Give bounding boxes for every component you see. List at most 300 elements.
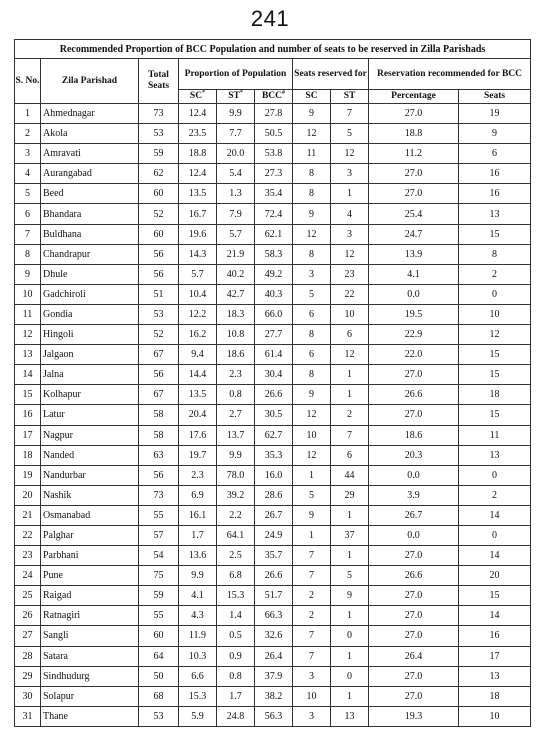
cell-sno: 13 xyxy=(15,345,41,365)
cell-bcc-seats: 18 xyxy=(459,686,531,706)
cell-bcc-pct: 50.5 xyxy=(255,124,293,144)
cell-sno: 11 xyxy=(15,304,41,324)
page-number: 241 xyxy=(250,6,290,31)
cell-sno: 16 xyxy=(15,405,41,425)
cell-bcc-seats: 15 xyxy=(459,345,531,365)
cell-st-pct: 42.7 xyxy=(217,284,255,304)
cell-zila-parishad: Nanded xyxy=(41,445,139,465)
cell-bcc-percentage: 19.3 xyxy=(369,706,459,726)
cell-st-pct: 78.0 xyxy=(217,465,255,485)
cell-st-pct: 0.5 xyxy=(217,626,255,646)
cell-total-seats: 63 xyxy=(139,445,179,465)
cell-sc-pct: 19.6 xyxy=(179,224,217,244)
cell-st-pct: 18.3 xyxy=(217,304,255,324)
cell-st-pct: 24.8 xyxy=(217,706,255,726)
header-st-seats: ST xyxy=(331,90,369,104)
cell-bcc-pct: 16.0 xyxy=(255,465,293,485)
cell-bcc-seats: 13 xyxy=(459,666,531,686)
cell-bcc-pct: 38.2 xyxy=(255,686,293,706)
header-proportion: Proportion of Population xyxy=(179,59,293,90)
cell-sno: 27 xyxy=(15,626,41,646)
cell-st-pct: 18.6 xyxy=(217,345,255,365)
cell-sc-pct: 5.7 xyxy=(179,264,217,284)
table-row xyxy=(15,124,531,144)
cell-sc-seats: 12 xyxy=(293,405,331,425)
cell-sno: 10 xyxy=(15,284,41,304)
cell-st-seats: 7 xyxy=(331,104,369,124)
cell-total-seats: 52 xyxy=(139,325,179,345)
cell-bcc-percentage: 0.0 xyxy=(369,284,459,304)
table-row xyxy=(15,706,531,726)
cell-bcc-seats: 12 xyxy=(459,325,531,345)
cell-st-seats: 23 xyxy=(331,264,369,284)
cell-st-seats: 37 xyxy=(331,525,369,545)
cell-st-seats: 1 xyxy=(331,505,369,525)
cell-sc-seats: 3 xyxy=(293,264,331,284)
cell-st-pct: 2.3 xyxy=(217,365,255,385)
cell-sc-seats: 9 xyxy=(293,505,331,525)
cell-sc-seats: 7 xyxy=(293,546,331,566)
cell-st-pct: 1.7 xyxy=(217,686,255,706)
cell-bcc-seats: 11 xyxy=(459,425,531,445)
cell-zila-parishad: Akola xyxy=(41,124,139,144)
cell-sc-pct: 4.1 xyxy=(179,586,217,606)
cell-total-seats: 54 xyxy=(139,546,179,566)
cell-total-seats: 62 xyxy=(139,164,179,184)
cell-st-seats: 5 xyxy=(331,124,369,144)
cell-st-pct: 2.5 xyxy=(217,546,255,566)
cell-zila-parishad: Aurangabad xyxy=(41,164,139,184)
cell-st-pct: 39.2 xyxy=(217,485,255,505)
cell-bcc-pct: 62.1 xyxy=(255,224,293,244)
cell-total-seats: 60 xyxy=(139,626,179,646)
cell-bcc-percentage: 25.4 xyxy=(369,204,459,224)
cell-zila-parishad: Osmanabad xyxy=(41,505,139,525)
cell-sno: 7 xyxy=(15,224,41,244)
cell-bcc-percentage: 27.0 xyxy=(369,184,459,204)
cell-zila-parishad: Gadchiroli xyxy=(41,284,139,304)
cell-sc-seats: 8 xyxy=(293,184,331,204)
cell-total-seats: 56 xyxy=(139,465,179,485)
table-row xyxy=(15,445,531,465)
cell-st-seats: 0 xyxy=(331,666,369,686)
cell-bcc-percentage: 0.0 xyxy=(369,465,459,485)
cell-sno: 9 xyxy=(15,264,41,284)
table-row xyxy=(15,345,531,365)
cell-st-seats: 1 xyxy=(331,365,369,385)
cell-bcc-percentage: 18.8 xyxy=(369,124,459,144)
footnote-mark: # xyxy=(282,90,286,96)
cell-st-seats: 1 xyxy=(331,184,369,204)
cell-st-pct: 13.7 xyxy=(217,425,255,445)
cell-bcc-seats: 14 xyxy=(459,606,531,626)
cell-bcc-percentage: 27.0 xyxy=(369,586,459,606)
cell-sc-seats: 8 xyxy=(293,164,331,184)
cell-bcc-seats: 20 xyxy=(459,566,531,586)
header-reservation: Reservation recommended for BCC xyxy=(369,59,531,90)
cell-total-seats: 56 xyxy=(139,244,179,264)
cell-bcc-pct: 26.6 xyxy=(255,566,293,586)
cell-sc-pct: 13.5 xyxy=(179,385,217,405)
header-seats: Seats xyxy=(459,90,531,104)
cell-total-seats: 73 xyxy=(139,104,179,124)
cell-sc-pct: 14.4 xyxy=(179,365,217,385)
cell-st-pct: 40.2 xyxy=(217,264,255,284)
cell-bcc-percentage: 24.7 xyxy=(369,224,459,244)
cell-bcc-percentage: 13.9 xyxy=(369,244,459,264)
cell-st-seats: 1 xyxy=(331,385,369,405)
cell-bcc-pct: 72.4 xyxy=(255,204,293,224)
table-title: Recommended Proportion of BCC Population and number of seats to be reserved in Zilla Parishads xyxy=(15,40,531,59)
cell-sno: 6 xyxy=(15,204,41,224)
cell-sc-seats: 9 xyxy=(293,104,331,124)
cell-bcc-percentage: 26.7 xyxy=(369,505,459,525)
cell-sc-pct: 20.4 xyxy=(179,405,217,425)
cell-st-pct: 64.1 xyxy=(217,525,255,545)
table-row xyxy=(15,505,531,525)
cell-total-seats: 52 xyxy=(139,204,179,224)
cell-sno: 19 xyxy=(15,465,41,485)
cell-bcc-pct: 51.7 xyxy=(255,586,293,606)
cell-bcc-pct: 61.4 xyxy=(255,345,293,365)
cell-st-seats: 3 xyxy=(331,164,369,184)
cell-sno: 26 xyxy=(15,606,41,626)
cell-sc-pct: 13.5 xyxy=(179,184,217,204)
cell-total-seats: 57 xyxy=(139,525,179,545)
cell-bcc-pct: 26.4 xyxy=(255,646,293,666)
cell-zila-parishad: Jalna xyxy=(41,365,139,385)
cell-sno: 22 xyxy=(15,525,41,545)
table-row xyxy=(15,666,531,686)
cell-sc-seats: 8 xyxy=(293,365,331,385)
cell-zila-parishad: Dhule xyxy=(41,264,139,284)
table-row xyxy=(15,686,531,706)
cell-bcc-pct: 27.7 xyxy=(255,325,293,345)
cell-st-seats: 5 xyxy=(331,566,369,586)
cell-bcc-percentage: 19.5 xyxy=(369,304,459,324)
cell-sc-pct: 10.4 xyxy=(179,284,217,304)
cell-st-seats: 7 xyxy=(331,425,369,445)
cell-sc-pct: 19.7 xyxy=(179,445,217,465)
cell-total-seats: 55 xyxy=(139,606,179,626)
table-row xyxy=(15,646,531,666)
header-total-seats: Total Seats xyxy=(139,59,179,104)
cell-sc-seats: 12 xyxy=(293,224,331,244)
cell-bcc-pct: 26.6 xyxy=(255,385,293,405)
cell-st-seats: 12 xyxy=(331,244,369,264)
cell-st-seats: 1 xyxy=(331,646,369,666)
cell-bcc-seats: 13 xyxy=(459,445,531,465)
cell-st-pct: 0.8 xyxy=(217,666,255,686)
table-row xyxy=(15,405,531,425)
cell-bcc-seats: 10 xyxy=(459,706,531,726)
cell-st-seats: 9 xyxy=(331,586,369,606)
cell-sc-pct: 2.3 xyxy=(179,465,217,485)
cell-sc-pct: 11.9 xyxy=(179,626,217,646)
cell-sno: 31 xyxy=(15,706,41,726)
cell-st-seats: 1 xyxy=(331,546,369,566)
cell-st-pct: 1.3 xyxy=(217,184,255,204)
cell-zila-parishad: Amravati xyxy=(41,144,139,164)
cell-sno: 12 xyxy=(15,325,41,345)
cell-sc-seats: 2 xyxy=(293,606,331,626)
cell-sc-seats: 9 xyxy=(293,204,331,224)
cell-sno: 8 xyxy=(15,244,41,264)
cell-bcc-percentage: 22.9 xyxy=(369,325,459,345)
cell-bcc-seats: 8 xyxy=(459,244,531,264)
cell-zila-parishad: Hingoli xyxy=(41,325,139,345)
cell-st-seats: 6 xyxy=(331,325,369,345)
cell-total-seats: 58 xyxy=(139,405,179,425)
cell-bcc-pct: 53.8 xyxy=(255,144,293,164)
cell-bcc-percentage: 27.0 xyxy=(369,546,459,566)
header-sno: S. No. xyxy=(15,59,41,104)
table-row xyxy=(15,485,531,505)
cell-sc-pct: 15.3 xyxy=(179,686,217,706)
cell-bcc-pct: 35.7 xyxy=(255,546,293,566)
cell-st-seats: 0 xyxy=(331,626,369,646)
cell-sno: 15 xyxy=(15,385,41,405)
cell-st-pct: 20.0 xyxy=(217,144,255,164)
cell-sc-pct: 17.6 xyxy=(179,425,217,445)
cell-bcc-seats: 17 xyxy=(459,646,531,666)
cell-bcc-percentage: 27.0 xyxy=(369,365,459,385)
cell-sc-pct: 12.4 xyxy=(179,104,217,124)
cell-zila-parishad: Latur xyxy=(41,405,139,425)
cell-bcc-percentage: 27.0 xyxy=(369,666,459,686)
cell-sc-pct: 10.3 xyxy=(179,646,217,666)
cell-sno: 3 xyxy=(15,144,41,164)
table-row xyxy=(15,385,531,405)
cell-st-pct: 10.8 xyxy=(217,325,255,345)
cell-bcc-percentage: 26.6 xyxy=(369,566,459,586)
table-row xyxy=(15,224,531,244)
cell-st-pct: 7.9 xyxy=(217,204,255,224)
cell-bcc-percentage: 11.2 xyxy=(369,144,459,164)
cell-zila-parishad: Nagpur xyxy=(41,425,139,445)
cell-sc-pct: 18.8 xyxy=(179,144,217,164)
cell-sc-seats: 3 xyxy=(293,666,331,686)
cell-st-seats: 1 xyxy=(331,686,369,706)
cell-total-seats: 53 xyxy=(139,304,179,324)
table-row xyxy=(15,425,531,445)
cell-sno: 5 xyxy=(15,184,41,204)
cell-sc-pct: 1.7 xyxy=(179,525,217,545)
table-row xyxy=(15,325,531,345)
cell-st-seats: 3 xyxy=(331,224,369,244)
cell-sc-seats: 7 xyxy=(293,566,331,586)
cell-zila-parishad: Satara xyxy=(41,646,139,666)
cell-sc-seats: 7 xyxy=(293,626,331,646)
cell-sc-seats: 10 xyxy=(293,686,331,706)
cell-st-seats: 10 xyxy=(331,304,369,324)
cell-sno: 23 xyxy=(15,546,41,566)
cell-total-seats: 60 xyxy=(139,224,179,244)
table-row xyxy=(15,525,531,545)
cell-st-seats: 12 xyxy=(331,144,369,164)
cell-zila-parishad: Kolhapur xyxy=(41,385,139,405)
cell-bcc-seats: 0 xyxy=(459,284,531,304)
cell-bcc-pct: 35.4 xyxy=(255,184,293,204)
cell-zila-parishad: Ratnagiri xyxy=(41,606,139,626)
cell-st-seats: 6 xyxy=(331,445,369,465)
cell-zila-parishad: Parbhani xyxy=(41,546,139,566)
cell-sc-seats: 1 xyxy=(293,465,331,485)
cell-sno: 30 xyxy=(15,686,41,706)
cell-bcc-seats: 16 xyxy=(459,184,531,204)
cell-bcc-pct: 24.9 xyxy=(255,525,293,545)
cell-sc-seats: 9 xyxy=(293,385,331,405)
cell-st-pct: 2.7 xyxy=(217,405,255,425)
cell-sc-seats: 7 xyxy=(293,646,331,666)
cell-zila-parishad: Solapur xyxy=(41,686,139,706)
cell-bcc-pct: 62.7 xyxy=(255,425,293,445)
cell-sc-seats: 6 xyxy=(293,345,331,365)
cell-sno: 21 xyxy=(15,505,41,525)
cell-bcc-seats: 15 xyxy=(459,365,531,385)
cell-st-seats: 1 xyxy=(331,606,369,626)
table-row xyxy=(15,626,531,646)
cell-bcc-seats: 6 xyxy=(459,144,531,164)
cell-sc-seats: 11 xyxy=(293,144,331,164)
cell-st-seats: 22 xyxy=(331,284,369,304)
cell-sc-pct: 4.3 xyxy=(179,606,217,626)
cell-bcc-seats: 0 xyxy=(459,465,531,485)
cell-zila-parishad: Nandurbar xyxy=(41,465,139,485)
cell-total-seats: 56 xyxy=(139,264,179,284)
cell-zila-parishad: Sindhudurg xyxy=(41,666,139,686)
cell-zila-parishad: Raigad xyxy=(41,586,139,606)
cell-total-seats: 67 xyxy=(139,345,179,365)
table-row xyxy=(15,284,531,304)
cell-sc-seats: 3 xyxy=(293,706,331,726)
table-row xyxy=(15,144,531,164)
cell-bcc-seats: 9 xyxy=(459,124,531,144)
table-row xyxy=(15,184,531,204)
cell-st-pct: 0.8 xyxy=(217,385,255,405)
cell-total-seats: 58 xyxy=(139,425,179,445)
cell-bcc-percentage: 22.0 xyxy=(369,345,459,365)
header-sc-seats: SC xyxy=(293,90,331,104)
cell-total-seats: 67 xyxy=(139,385,179,405)
table-row xyxy=(15,546,531,566)
cell-bcc-pct: 30.5 xyxy=(255,405,293,425)
cell-zila-parishad: Palghar xyxy=(41,525,139,545)
cell-st-pct: 21.9 xyxy=(217,244,255,264)
cell-sno: 28 xyxy=(15,646,41,666)
cell-sc-seats: 10 xyxy=(293,425,331,445)
cell-bcc-pct: 56.3 xyxy=(255,706,293,726)
cell-bcc-pct: 35.3 xyxy=(255,445,293,465)
cell-st-seats: 2 xyxy=(331,405,369,425)
cell-zila-parishad: Nashik xyxy=(41,485,139,505)
cell-st-seats: 29 xyxy=(331,485,369,505)
cell-bcc-seats: 15 xyxy=(459,586,531,606)
cell-bcc-seats: 10 xyxy=(459,304,531,324)
header-zila-parishad: Zila Parishad xyxy=(41,59,139,104)
cell-sc-pct: 9.9 xyxy=(179,566,217,586)
cell-bcc-percentage: 26.6 xyxy=(369,385,459,405)
cell-st-pct: 7.7 xyxy=(217,124,255,144)
cell-sc-pct: 5.9 xyxy=(179,706,217,726)
cell-total-seats: 59 xyxy=(139,586,179,606)
footnote-mark: * xyxy=(202,90,206,96)
table-row xyxy=(15,204,531,224)
table-row xyxy=(15,606,531,626)
cell-sno: 4 xyxy=(15,164,41,184)
cell-bcc-percentage: 20.3 xyxy=(369,445,459,465)
cell-bcc-percentage: 3.9 xyxy=(369,485,459,505)
header-bcc: BCC# xyxy=(255,90,293,104)
cell-bcc-seats: 19 xyxy=(459,104,531,124)
table-body xyxy=(15,104,531,727)
cell-total-seats: 75 xyxy=(139,566,179,586)
cell-st-pct: 2.2 xyxy=(217,505,255,525)
cell-sc-pct: 23.5 xyxy=(179,124,217,144)
cell-st-pct: 5.7 xyxy=(217,224,255,244)
cell-sc-seats: 12 xyxy=(293,124,331,144)
cell-bcc-pct: 27.3 xyxy=(255,164,293,184)
table-row xyxy=(15,164,531,184)
header-sc: SC* xyxy=(179,90,217,104)
cell-bcc-percentage: 4.1 xyxy=(369,264,459,284)
cell-bcc-pct: 66.3 xyxy=(255,606,293,626)
cell-sc-seats: 12 xyxy=(293,445,331,465)
cell-st-seats: 12 xyxy=(331,345,369,365)
table-row xyxy=(15,104,531,124)
cell-zila-parishad: Sangli xyxy=(41,626,139,646)
header-percentage: Percentage xyxy=(369,90,459,104)
cell-bcc-seats: 2 xyxy=(459,485,531,505)
cell-st-seats: 4 xyxy=(331,204,369,224)
cell-zila-parishad: Jalgaon xyxy=(41,345,139,365)
cell-bcc-percentage: 27.0 xyxy=(369,405,459,425)
cell-bcc-percentage: 26.4 xyxy=(369,646,459,666)
cell-sc-pct: 9.4 xyxy=(179,345,217,365)
cell-bcc-pct: 40.3 xyxy=(255,284,293,304)
cell-zila-parishad: Bhandara xyxy=(41,204,139,224)
cell-sno: 14 xyxy=(15,365,41,385)
cell-bcc-seats: 14 xyxy=(459,505,531,525)
cell-total-seats: 56 xyxy=(139,365,179,385)
cell-bcc-pct: 27.8 xyxy=(255,104,293,124)
cell-bcc-pct: 28.6 xyxy=(255,485,293,505)
cell-sc-pct: 14.3 xyxy=(179,244,217,264)
cell-total-seats: 50 xyxy=(139,666,179,686)
cell-st-pct: 0.9 xyxy=(217,646,255,666)
cell-bcc-seats: 18 xyxy=(459,385,531,405)
cell-total-seats: 53 xyxy=(139,124,179,144)
cell-bcc-seats: 16 xyxy=(459,164,531,184)
cell-bcc-pct: 66.0 xyxy=(255,304,293,324)
cell-sno: 18 xyxy=(15,445,41,465)
cell-bcc-percentage: 27.0 xyxy=(369,606,459,626)
cell-bcc-pct: 49.2 xyxy=(255,264,293,284)
cell-zila-parishad: Chandrapur xyxy=(41,244,139,264)
cell-zila-parishad: Thane xyxy=(41,706,139,726)
cell-bcc-seats: 15 xyxy=(459,405,531,425)
cell-bcc-pct: 32.6 xyxy=(255,626,293,646)
cell-bcc-seats: 14 xyxy=(459,546,531,566)
table-row xyxy=(15,264,531,284)
cell-bcc-pct: 30.4 xyxy=(255,365,293,385)
table-row xyxy=(15,465,531,485)
cell-total-seats: 60 xyxy=(139,184,179,204)
cell-sc-pct: 6.9 xyxy=(179,485,217,505)
cell-sc-seats: 8 xyxy=(293,325,331,345)
table-row xyxy=(15,304,531,324)
cell-st-pct: 5.4 xyxy=(217,164,255,184)
